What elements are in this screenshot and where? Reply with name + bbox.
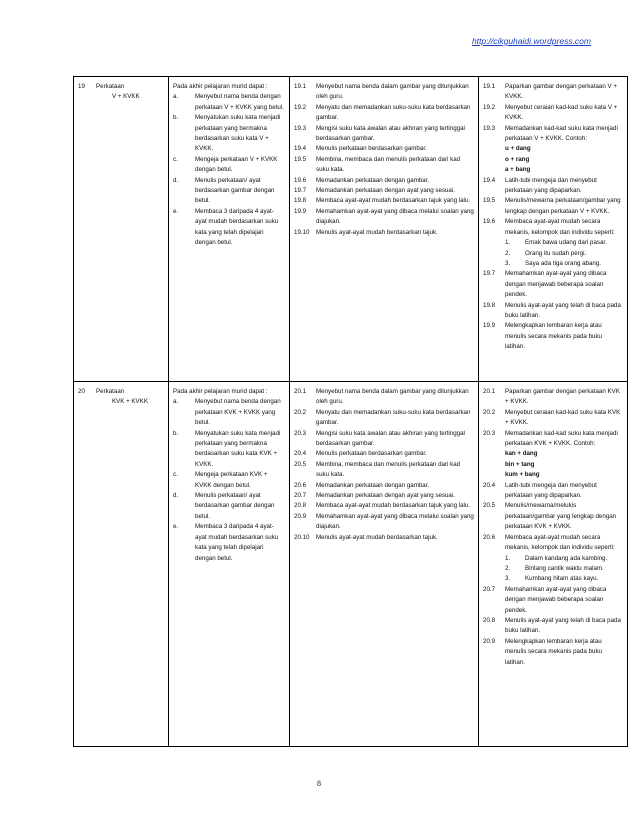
learning-outcome-number: 20.3 (294, 429, 307, 437)
activity-text: Melengkapkan lembaran kerja atau menulis secara mekanis pada buku latihan. (505, 322, 602, 351)
objective-letter: b. (173, 114, 179, 122)
example-sentence-text: Dalam kandang ada kambing. (525, 554, 608, 562)
learning-outcome-number: 20.9 (294, 512, 307, 520)
learning-outcome-number: 20.6 (294, 481, 307, 489)
learning-outcome-number: 19.10 (294, 228, 310, 236)
activity-number: 20.3 (483, 429, 496, 437)
activities-cell (479, 382, 628, 747)
learning-outcome-text: Membina, membaca dan menulis perkataan dari kad suku kata. (316, 155, 461, 174)
objective-item (173, 522, 285, 564)
topic-line (78, 82, 164, 92)
topic-sound-pattern: KVK + KVKK (112, 398, 148, 406)
learning-outcome-number: 20.5 (294, 460, 307, 468)
learning-outcome-item (294, 512, 474, 533)
activity-text: Memadankan kad-kad suku kata menjadi perkataan V + KVKK. Contoh: (505, 124, 618, 143)
objective-text: Menyebut nama benda dengan perkataan KVK + KVKK yang betul. (195, 398, 281, 427)
activity-number: 20.7 (483, 585, 496, 593)
topic-sound-pattern: V + KVKK (112, 93, 140, 101)
activity-text: Menulis ayat-ayat yang telah di baca pada buku latihan. (505, 616, 621, 635)
objective-letter: c. (173, 155, 178, 163)
activity-text: Menyebut ceraian kad-kad suku kata V + KVKK. (505, 103, 618, 122)
topic-name: Perkataan (96, 83, 125, 90)
learning-outcome-item (294, 408, 474, 429)
example-word: kum + bang (505, 471, 540, 479)
learning-outcome-text: Menyebut nama benda dalam gambar yang ditunjukkan oleh guru. (316, 83, 469, 101)
example-sentence (483, 554, 623, 564)
learning-outcome-text: Membina, membaca dan menulis perkataan dari kad suku kata. (316, 460, 461, 479)
objective-item (173, 113, 285, 155)
topic-name: Perkataan (96, 388, 125, 395)
objective-letter: d. (173, 492, 179, 500)
objective-letter: a. (173, 93, 179, 101)
learning-outcome-item (294, 186, 474, 196)
activity-item (483, 501, 623, 532)
table-row (74, 77, 628, 382)
learning-outcome-text: Menyebut nama benda dalam gambar yang ditunjukkan oleh guru. (316, 388, 469, 406)
learning-outcome-text: Menulis ayat-ayat mudah berdasarkan tajuk. (316, 533, 438, 541)
example-word: o + rang (505, 155, 530, 163)
learning-outcome-text: Menyatu dan memadankan suku-suku kata berdasarkan gambar. (316, 408, 471, 427)
activity-number: 19.4 (483, 176, 496, 184)
objective-item (173, 92, 285, 113)
learning-outcome-number: 19.2 (294, 103, 307, 111)
learning-outcome-number: 20.4 (294, 450, 307, 458)
activity-number: 20.9 (483, 637, 496, 645)
objective-letter: d. (173, 176, 179, 184)
objective-text: Membaca 3 daripada 4 ayat-ayat mudah berdasarkan suku kata yang telah dipelajari dengan betul. (195, 523, 279, 562)
example-sentence-text: Emak bawa udang dari pasar. (525, 239, 607, 247)
activity-number: 19.9 (483, 322, 496, 330)
learning-outcome-text: Menyatu dan memadankan suku-suku kata berdasarkan gambar. (316, 103, 471, 122)
activity-text: Melengkapkan lembaran kerja atau menulis secara mekanis pada buku latihan. (505, 637, 602, 666)
example-word: kan + dang (505, 450, 538, 458)
learning-outcome-number: 19.4 (294, 145, 307, 153)
example-sentence-number: 3. (505, 259, 511, 267)
learning-outcome-item (294, 228, 474, 238)
objective-text: Menyatukan suku kata menjadi perkataan yang bermakna berdasarkan suku kata V + KVKK. (195, 114, 281, 153)
objective-text: Menulis perkataan/ ayat berdasarkan gambar dengan betul. (195, 492, 275, 520)
objective-text: Menyebut nama benda dengan perkataan V + KVKK yang betul. (195, 93, 284, 111)
example-word: u + dang (505, 145, 531, 153)
activity-item (483, 481, 623, 502)
learning-outcome-item (294, 533, 474, 543)
learning-outcome-text: Membaca ayat-ayat mudah berdasarkan tajuk yang lalu. (316, 197, 471, 205)
objective-text: Mengeja perkataan V + KVKK dengan betul. (195, 155, 278, 174)
example-sentence (483, 259, 623, 269)
example-sentence-text: Orang itu sudah pergi. (525, 249, 587, 257)
objective-item (173, 491, 285, 522)
learning-outcome-item (294, 82, 474, 103)
activity-item (483, 616, 623, 637)
example-sentence-number: 2. (505, 564, 511, 572)
objective-text: Membaca 3 daripada 4 ayat-ayat mudah berdasarkan suku kata yang telah dipelajari dengan betul. (195, 207, 279, 247)
objective-item (173, 397, 285, 428)
objective-text: Menyatukan suku kata menjadi perkataan yang bermakna berdasarkan suku kata KVK + KVKK. (195, 429, 281, 468)
learning-outcome-item (294, 207, 474, 228)
activity-number: 19.8 (483, 301, 496, 309)
learning-outcome-item (294, 144, 474, 154)
learning-outcome-item (294, 501, 474, 511)
learning-outcome-number: 19.7 (294, 187, 307, 195)
learning-outcome-number: 19.6 (294, 176, 307, 184)
example-sentence-number: 1. (505, 239, 511, 247)
activity-item (483, 321, 623, 352)
learning-outcome-text: Mengisi suku kata awalan atau akhiran yang tertinggal berdasarkan gambar. (316, 124, 465, 143)
activity-text: Menyebut ceraian kad-kad suku kata KVK + KVKK. (505, 408, 621, 427)
activity-number: 19.7 (483, 270, 496, 278)
learning-outcome-text: Memadankan perkataan dengan ayat yang sesuai. (316, 187, 455, 195)
example-sentence-text: Kumbang hitam atas kayu. (525, 575, 599, 583)
activity-text: Menulis/mewarna/melukis perkataan/gambar yang lengkap dengan perkataan KVK + KVKK. (505, 502, 617, 531)
page-number: 8 (317, 779, 321, 788)
activity-item (483, 217, 623, 238)
activity-item (483, 533, 623, 554)
activities-cell (479, 77, 628, 382)
topic-number: 20 (78, 388, 85, 395)
activity-text: Paparkan gambar dengan perkataan KVK + KVKK. (505, 388, 620, 406)
learning-outcome-item (294, 196, 474, 206)
objectives-cell (169, 77, 290, 382)
table-row (74, 382, 628, 747)
objective-letter: a. (173, 398, 179, 406)
objective-item (173, 155, 285, 176)
learning-outcome-item (294, 449, 474, 459)
objectives-cell (169, 382, 290, 747)
example-sentence (483, 564, 623, 574)
example-sentence-number: 1. (505, 554, 511, 562)
objective-text: Mengeja perkataan KVK + KVKK dengan betul. (195, 471, 268, 489)
activity-text: Memahamkan ayat-ayat yang dibaca dengan menjawab beberapa soalan pendek. (505, 585, 607, 614)
activity-item (483, 124, 623, 145)
learning-outcome-text: Memadankan perkataan dengan gambar. (316, 481, 430, 489)
learning-outcome-item (294, 176, 474, 186)
activity-text: Memadankan kad-kad suku kata menjadi perkataan KVK + KVKK. Contoh: (505, 429, 618, 448)
learning-outcome-number: 20.2 (294, 408, 307, 416)
learning-outcome-text: Memahamkan ayat-ayat yang dibaca melalui soalan yang diajukan. (316, 512, 474, 531)
activity-number: 19.5 (483, 197, 496, 205)
learning-outcome-item (294, 491, 474, 501)
learning-outcome-number: 20.1 (294, 388, 307, 395)
header-url-link[interactable]: http://cikguhaidi.wordpress.com (471, 36, 591, 46)
example-sentence-text: Saya ada tiga orang abang. (525, 259, 602, 267)
activity-item (483, 301, 623, 322)
objective-letter: c. (173, 471, 178, 479)
activity-item (483, 429, 623, 450)
activity-item (483, 585, 623, 616)
learning-outcome-number: 20.8 (294, 502, 307, 510)
activity-text: Latih-tubi mengeja dan menyebut perkataan yang dipaparkan. (505, 481, 597, 500)
learning-outcome-text: Menulis perkataan berdasarkan gambar. (316, 145, 427, 153)
activity-number: 20.4 (483, 481, 496, 489)
example-sentence (483, 238, 623, 248)
learning-outcome-item (294, 460, 474, 481)
objective-text: Menulis perkataan/ ayat berdasarkan gambar dengan betul. (195, 176, 275, 205)
example-sentence (483, 574, 623, 584)
activity-text: Menulis/mewarna perkataan/gambar yang lengkap dengan perkataan V + KVKK. (505, 197, 621, 215)
learning-outcome-number: 19.1 (294, 83, 307, 90)
syllabus-table (73, 76, 628, 747)
learning-outcome-item (294, 481, 474, 491)
learning-outcome-text: Memadankan perkataan dengan ayat yang sesuai. (316, 492, 455, 500)
learning-outcome-number: 20.7 (294, 492, 307, 500)
activity-number: 19.3 (483, 124, 496, 132)
topic-cell (74, 382, 169, 747)
activity-text: Membaca ayat-ayat mudah secara mekanis, kelompok dan individu seperti: (505, 533, 615, 552)
activity-number: 20.1 (483, 388, 496, 395)
activity-item (483, 103, 623, 124)
objective-letter: b. (173, 429, 179, 437)
activity-item (483, 387, 623, 408)
activity-number: 20.2 (483, 408, 496, 416)
objective-item (173, 207, 285, 249)
example-sentence-number: 2. (505, 249, 511, 257)
activity-number: 19.6 (483, 218, 496, 226)
learning-outcome-number: 19.9 (294, 207, 307, 215)
example-word: a + bang (505, 166, 531, 174)
learning-outcome-number: 20.10 (294, 533, 310, 541)
activity-item (483, 408, 623, 429)
activity-item (483, 269, 623, 300)
objective-letter: e. (173, 523, 179, 531)
activity-text: Menulis ayat-ayat yang telah di baca pada buku latihan. (505, 301, 621, 319)
objective-item (173, 176, 285, 207)
example-sentence-text: Bintang cantik waktu malam. (525, 564, 604, 572)
activity-number: 19.2 (483, 103, 496, 111)
activity-number: 20.8 (483, 616, 496, 624)
learning-outcome-text: Menulis ayat-ayat mudah berdasarkan tajuk. (316, 228, 438, 236)
syllabus-table-body (74, 77, 628, 747)
activity-item (483, 637, 623, 668)
activity-number: 20.6 (483, 533, 496, 541)
topic-cell (74, 77, 169, 382)
learning-outcomes-cell (290, 382, 479, 747)
example-word: bin + tang (505, 460, 535, 468)
activity-item (483, 176, 623, 197)
objectives-intro: Pada akhir pelajaran murid dapat : (173, 388, 268, 395)
learning-outcome-text: Memahamkan ayat-ayat yang dibaca melalui soalan yang diajukan. (316, 207, 474, 226)
activity-text: Membaca ayat-ayat mudah secara mekanis, kelompok dan individu seperti: (505, 218, 615, 236)
objectives-intro: Pada akhir pelajaran murid dapat : (173, 83, 268, 90)
activity-text: Memahamkan ayat-ayat yang dibaca dengan menjawab beberapa soalan pendek. (505, 270, 607, 299)
activity-text: Paparkan gambar dengan perkataan V + KVKK. (505, 83, 617, 101)
learning-outcome-item (294, 124, 474, 145)
objective-item (173, 429, 285, 471)
learning-outcome-text: Memadankan perkataan dengan gambar. (316, 176, 430, 184)
topic-line (78, 387, 164, 397)
activity-item (483, 82, 623, 103)
topic-number: 19 (78, 83, 85, 90)
learning-outcome-number: 19.8 (294, 197, 307, 205)
learning-outcome-item (294, 429, 474, 450)
activity-number: 19.1 (483, 83, 496, 90)
learning-outcome-item (294, 103, 474, 124)
learning-outcome-text: Menulis perkataan berdasarkan gambar. (316, 450, 427, 458)
learning-outcome-number: 19.5 (294, 155, 307, 163)
activity-item (483, 196, 623, 217)
example-sentence (483, 249, 623, 259)
learning-outcome-number: 19.3 (294, 124, 307, 132)
learning-outcome-item (294, 387, 474, 408)
objective-item (173, 470, 285, 491)
activity-number: 20.5 (483, 502, 496, 510)
learning-outcome-text: Mengisi suku kata awalan atau akhiran yang tertinggal berdasarkan gambar. (316, 429, 465, 448)
objective-letter: e. (173, 207, 179, 215)
example-sentence-number: 3. (505, 575, 511, 583)
learning-outcome-text: Membaca ayat-ayat mudah berdasarkan tajuk yang lalu. (316, 502, 471, 510)
activity-text: Latih-tubi mengeja dan menyebut perkataan yang dipaparkan. (505, 176, 597, 195)
learning-outcome-item (294, 155, 474, 176)
learning-outcomes-cell (290, 77, 479, 382)
